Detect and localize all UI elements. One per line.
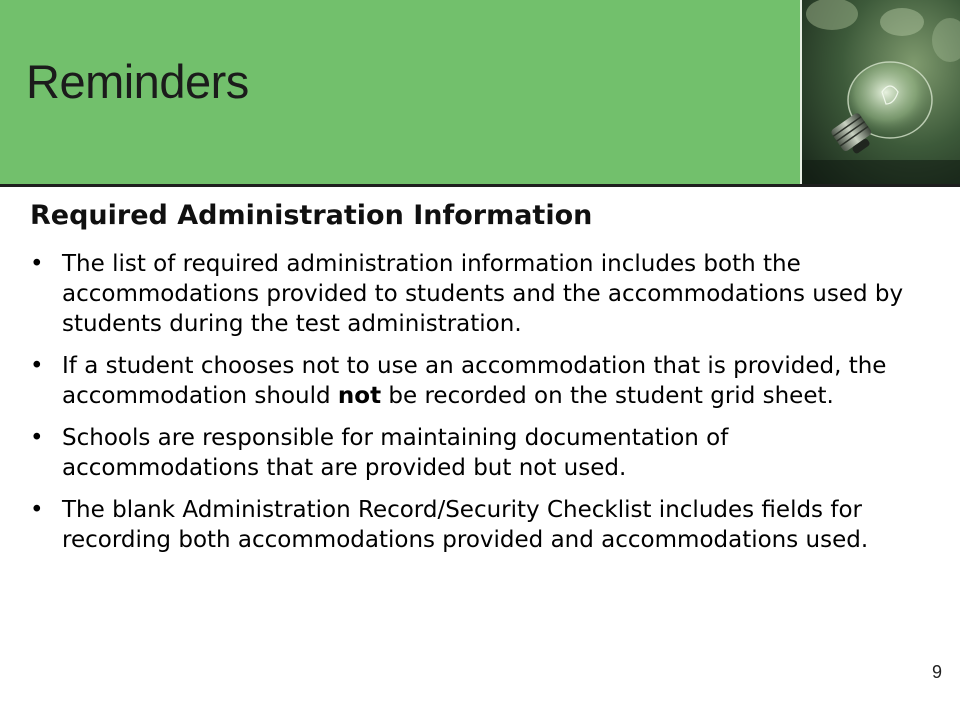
list-item [30, 249, 910, 339]
bullet-text: The blank Administration Record/Security Checklist includes fields for recording both accommodations provided and accommodations used. [62, 497, 869, 553]
bullet-emphasis: not [337, 383, 382, 409]
bullet-list [30, 249, 910, 567]
slide-title: Reminders [26, 55, 249, 108]
bullet-point-icon: • [30, 425, 44, 451]
bullet-text-end: be recorded on the student grid sheet. [381, 383, 834, 409]
section-heading: Required Administration Information [30, 200, 593, 231]
list-item [30, 495, 910, 555]
bullet-point-icon: • [30, 497, 44, 523]
light-bulb-photo-icon [800, 0, 960, 184]
page-number: 9 [931, 662, 942, 682]
bullet-point-icon: • [30, 251, 44, 277]
title-banner [0, 0, 800, 184]
bullet-text [62, 353, 886, 409]
bullet-text-start: If a student chooses not to use an accommodation that is provided, the accommodation should [62, 353, 887, 409]
header-divider [0, 184, 960, 187]
list-item [30, 423, 910, 483]
bullet-text: The list of required administration information includes both the accommodations provided to students and the accommodations used by students during the test administration. [62, 251, 904, 337]
bullet-point-icon: • [30, 353, 44, 379]
bullet-text: Schools are responsible for maintaining documentation of accommodations that are provided but not used. [62, 425, 729, 481]
list-item [30, 351, 910, 411]
